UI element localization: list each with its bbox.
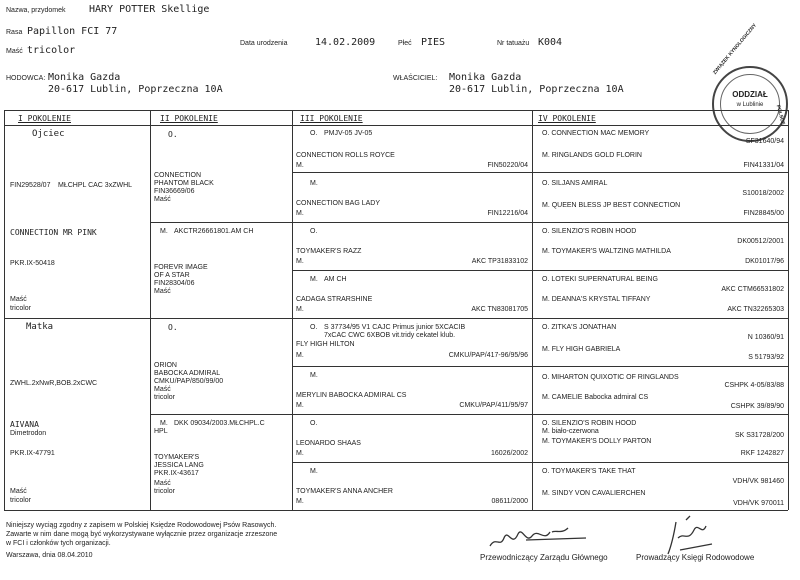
gen4-5-o: O. MIHARTON QUIXOTIC OF RINGLANDS: [542, 374, 679, 381]
footer-line2: Zawarte w nim dane mogą być wykorzystywane wyłącznie przez organizacje zrzeszone: [6, 531, 278, 538]
dam-kennel: Dimetrodon: [10, 430, 47, 437]
gen3-0-reg: FIN50220/04: [487, 162, 528, 169]
signature-1: [486, 518, 596, 554]
gen4-4-m-reg: S 51793/92: [748, 354, 784, 361]
gen4-6-o-reg: SK S31728/200: [734, 432, 784, 439]
gen2-2-prefix: O.: [168, 323, 178, 332]
tattoo-label: Nr tatuażu: [497, 40, 530, 47]
sire-pkr: PKR.IX-50418: [10, 260, 55, 267]
gen4-5-m: M. CAMELIE Babocka admiral CS: [542, 394, 649, 401]
sire-dam-divider: [4, 318, 788, 319]
col-divider-1: [150, 110, 151, 510]
footer-line3: w FCI i członków tych organizacji.: [6, 540, 111, 547]
gen3-0-prefix: O.: [310, 130, 318, 137]
gen2-3-name: TOYMAKER'S: [154, 454, 200, 461]
gen3-5-prefix: M.: [310, 372, 318, 379]
gen3-3-titles: AM CH: [324, 276, 347, 283]
gen3-6-prefix: O.: [310, 420, 318, 427]
stamp-center-line2: w Lublinie: [736, 102, 764, 108]
breeder-address: 20-617 Lublin, Poprzeczna 10A: [48, 84, 223, 95]
gen3-1-name: CONNECTION BAG LADY: [296, 200, 381, 207]
gen3-5-reg: CMKU/PAP/411/95/97: [459, 402, 528, 409]
gen2-0-name2: PHANTOM BLACK: [154, 180, 214, 187]
gen3-1-prefix: M.: [310, 180, 318, 187]
gen2-3-prefix: M.: [160, 420, 168, 427]
color-value: tricolor: [27, 45, 76, 56]
gen3-7-prefix: M.: [310, 468, 318, 475]
gen2-0-prefix: O.: [168, 130, 178, 139]
gen4-2-o-reg: DK00512/2001: [737, 238, 784, 245]
dam-titles: ZWHL.2xNwR,BOB.2xCWC: [10, 380, 98, 387]
gen2-3-titles2: HPL: [154, 428, 168, 435]
gen2-0-name: CONNECTION: [154, 172, 202, 179]
gen3-2-name: TOYMAKER'S RAZZ: [296, 248, 362, 255]
gen4-7-m-reg: VDH/VK 970011: [733, 500, 784, 507]
gen3-6-reg: 16026/2002: [491, 450, 528, 457]
footer-date: Warszawa, dnia 08.04.2010: [6, 552, 93, 559]
tattoo-value: K004: [538, 37, 563, 48]
gen2-3-reg: PKR.IX-43617: [154, 470, 199, 477]
color-label: Maść: [6, 48, 23, 55]
table-top-line: [4, 110, 788, 111]
signature-2: [660, 514, 730, 556]
gen2-1-prefix: M.: [160, 228, 168, 235]
gen3-4-prefix: O.: [310, 324, 318, 331]
gen2-2-name2: BABOCKA ADMIRAL: [154, 370, 221, 377]
table-bottom-line: [4, 510, 788, 511]
gen3-4-name: FLY HIGH HILTON: [296, 341, 355, 348]
gen4-7-o: O. TOYMAKER'S TAKE THAT: [542, 468, 636, 475]
gen3-3-name: CADAGA STRARSHINE: [296, 296, 373, 303]
gen4-3-o-reg: AKC CTM66531802: [721, 286, 784, 293]
dam-color: tricolor: [10, 497, 32, 504]
gen3-divider-2: [292, 270, 788, 271]
gen4-6-o-extra: M. biało-czerwona: [542, 428, 599, 435]
gen4-1-o: O. SILJANS AMIRAL: [542, 180, 608, 187]
gen2-3-color: tricolor: [154, 488, 176, 495]
gen3-divider-3: [292, 366, 788, 367]
gen3-7-m: M.: [296, 498, 304, 505]
gen3-4-titles: S 37734/95 V1 CAJC Primus junior 5XCACIB: [324, 324, 466, 331]
gen4-0-o: O. CONNECTION MAC MEMORY: [542, 130, 650, 137]
gen2-1-color-label: Maść: [154, 288, 171, 295]
gen2-divider-a: [150, 222, 788, 223]
sire-reg: FIN29528/07: [10, 182, 51, 189]
stamp-right-text: POLSCE: [774, 104, 786, 126]
gen3-0-name: CONNECTION ROLLS ROYCE: [296, 152, 395, 159]
col-divider-3: [532, 110, 533, 510]
signature-1-label: Przewodniczący Zarządu Głównego: [480, 553, 608, 562]
gen4-1-o-reg: S10018/2002: [742, 190, 784, 197]
dam-color-label: Maść: [10, 488, 27, 495]
dam-label: Matka: [26, 322, 54, 332]
gen4-7-m: M. SINDY VON CAVALIERCHEN: [542, 490, 646, 497]
gen2-1-titles: AKCTR26661801.AM CH: [174, 228, 254, 235]
gen4-2-o: O. SILENZIO'S ROBIN HOOD: [542, 228, 637, 235]
gen3-2-reg: AKC TP31833102: [471, 258, 528, 265]
gen4-6-m-reg: RKF 1242827: [740, 450, 784, 457]
gen3-1-m: M.: [296, 210, 304, 217]
gen2-1-reg: FIN28304/06: [154, 280, 195, 287]
gen3-3-reg: AKC TN83081705: [471, 306, 528, 313]
signature-2-label: Prowadzący Księgi Rodowodowe: [636, 553, 755, 562]
gen4-2-m-reg: DK01017/96: [745, 258, 784, 265]
breeder-name: Monika Gazda: [48, 72, 121, 83]
breeder-label: HODOWCA:: [6, 75, 46, 82]
gen2-1-name2: OF A STAR: [154, 272, 190, 279]
gen3-5-name: MERYLIN BABOCKA ADMIRAL CS: [296, 392, 407, 399]
dob-value: 14.02.2009: [315, 37, 376, 48]
dob-label: Data urodzenia: [240, 40, 288, 47]
header-gen4: IV POKOLENIE: [538, 114, 596, 123]
owner-name: Monika Gazda: [449, 72, 522, 83]
gen2-2-color: tricolor: [154, 394, 176, 401]
footer-line1: Niniejszy wyciąg zgodny z zapisem w Polskiej Księdze Rodowodowej Psów Rasowych.: [6, 522, 277, 529]
gen4-6-o: O. SILENZIO'S ROBIN HOOD: [542, 420, 637, 427]
gen3-7-reg: 08611/2000: [491, 498, 528, 505]
gen4-5-o-reg: CSHPK 4-05/83/88: [724, 382, 784, 389]
gen4-0-o-reg: SF31640/94: [745, 138, 784, 145]
sire-titles: MŁCHPL CAC 3xZWHL: [58, 182, 133, 189]
gen3-3-prefix: M.: [310, 276, 318, 283]
gen4-0-m-reg: FIN41331/04: [743, 162, 784, 169]
gen4-0-m: M. RINGLANDS GOLD FLORIN: [542, 152, 642, 159]
gen2-2-name: ORION: [154, 362, 177, 369]
table-right-line: [788, 110, 789, 510]
sire-color-label: Maść: [10, 296, 27, 303]
stamp-center-line1: ODDZIAŁ: [732, 90, 768, 99]
breed-value: Papillon FCI 77: [27, 26, 118, 37]
gen4-5-m-reg: CSHPK 39/89/90: [730, 403, 784, 410]
breed-label: Rasa: [6, 29, 23, 36]
gen3-0-m: M.: [296, 162, 304, 169]
gen3-1-reg: FIN12216/04: [487, 210, 528, 217]
gen4-6-m: M. TOYMAKER'S DOLLY PARTON: [542, 438, 652, 445]
gen3-7-name: TOYMAKER'S ANNA ANCHER: [296, 488, 393, 495]
header-bottom-line: [4, 125, 788, 126]
header: [0, 0, 800, 120]
gen4-2-m: M. TOYMAKER'S WALTZING MATHILDA: [542, 248, 671, 255]
dog-name: HARY POTTER Skellige: [89, 4, 210, 15]
owner-label: WŁAŚCICIEL:: [393, 75, 438, 82]
gen3-5-m: M.: [296, 402, 304, 409]
sex-value: PIES: [421, 37, 446, 48]
gen2-divider-b: [150, 414, 788, 415]
col-divider-2: [292, 110, 293, 510]
gen3-2-prefix: O.: [310, 228, 318, 235]
gen3-0-titles: PMJV-05 JV-05: [324, 130, 373, 137]
gen3-6-m: M.: [296, 450, 304, 457]
gen4-3-o: O. LOTEKI SUPERNATURAL BEING: [542, 276, 658, 283]
gen3-divider-1: [292, 172, 788, 173]
gen4-1-m-reg: FIN28845/00: [743, 210, 784, 217]
gen4-7-o-reg: VDH/VK 981460: [732, 478, 784, 485]
sex-label: Płeć: [398, 40, 412, 47]
gen2-3-name2: JESSICA LANG: [154, 462, 204, 469]
gen2-1-name: FOREVR IMAGE: [154, 264, 208, 271]
sire-label: Ojciec: [32, 129, 65, 139]
pedigree-table: [0, 110, 800, 510]
gen4-4-o: O. ZITKA'S JONATHAN: [542, 324, 617, 331]
gen4-3-m: M. DEANNA'S KRYSTAL TIFFANY: [542, 296, 651, 303]
dam-name: AIVANA: [10, 420, 39, 429]
gen3-4-reg: CMKU/PAP/417-96/95/96: [448, 352, 528, 359]
header-gen1: I POKOLENIE: [18, 114, 71, 123]
gen4-4-m: M. FLY HIGH GABRIELA: [542, 346, 621, 353]
sire-color: tricolor: [10, 305, 32, 312]
gen2-2-color-label: Maść: [154, 386, 171, 393]
stamp-top-text: ZWIĄZEK KYNOLOGICZNY: [712, 22, 759, 76]
gen4-3-m-reg: AKC TN32265303: [727, 306, 784, 313]
owner-address: 20-617 Lublin, Poprzeczna 10A: [449, 84, 624, 95]
gen2-0-reg: FIN36669/06: [154, 188, 195, 195]
name-label: Nazwa, przydomek: [6, 7, 66, 14]
gen4-1-m: M. QUEEN BLESS JP BEST CONNECTION: [542, 202, 681, 209]
dam-pkr: PKR.IX-47791: [10, 450, 55, 457]
table-left-line: [4, 110, 5, 510]
gen2-3-titles: DKK 09034/2003.MŁCHPL.C: [174, 420, 265, 427]
sire-name: CONNECTION MR PINK: [10, 228, 97, 237]
gen2-2-reg: CMKU/PAP/850/99/00: [154, 378, 224, 385]
header-gen3: III POKOLENIE: [300, 114, 363, 123]
gen2-0-color-label: Maść: [154, 196, 171, 203]
header-gen2: II POKOLENIE: [160, 114, 218, 123]
footer: [0, 518, 800, 580]
gen3-divider-4: [292, 462, 788, 463]
gen3-3-m: M.: [296, 306, 304, 313]
gen4-4-o-reg: N 10360/91: [747, 334, 784, 341]
gen3-2-m: M.: [296, 258, 304, 265]
gen3-4-titles2: 7xCAC CWC 6XBOB vit.tridy cekatel klub.: [324, 332, 456, 339]
gen3-4-m: M.: [296, 352, 304, 359]
gen2-3-color-label: Maść: [154, 480, 171, 487]
gen3-6-name: LEONARDO SHAAS: [296, 440, 361, 447]
